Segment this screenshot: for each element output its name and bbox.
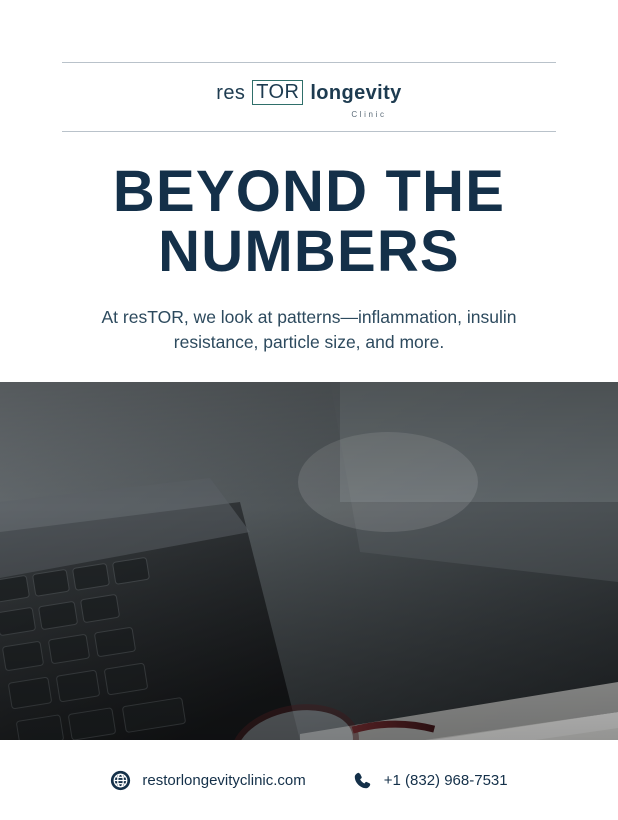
website-text: restorlongevityclinic.com	[142, 771, 306, 789]
footer-phone[interactable]	[352, 770, 508, 791]
phone-text: +1 (832) 968-7531	[383, 771, 508, 789]
hero-image	[0, 382, 618, 740]
footer	[0, 740, 618, 820]
footer-website[interactable]	[110, 770, 305, 791]
page-title	[40, 159, 578, 285]
page-subtitle: At resTOR, we look at patterns—inflammation, insulin resistance, particle size, and more.	[101, 306, 517, 352]
header	[0, 0, 618, 132]
phone-icon	[352, 770, 373, 791]
title-section	[0, 132, 618, 355]
brand-logo-line	[62, 80, 556, 105]
brand-tagline: Clinic	[351, 110, 387, 119]
page-title-line-1: BEYOND THE	[112, 159, 506, 224]
page-title-line-2: NUMBERS	[158, 219, 460, 285]
globe-icon	[110, 770, 131, 791]
brand-word-longevity: longevity	[310, 81, 402, 104]
brand-logo	[62, 63, 556, 131]
brand-word-tor: TOR	[252, 80, 303, 105]
brand-word-res: res	[216, 81, 246, 104]
